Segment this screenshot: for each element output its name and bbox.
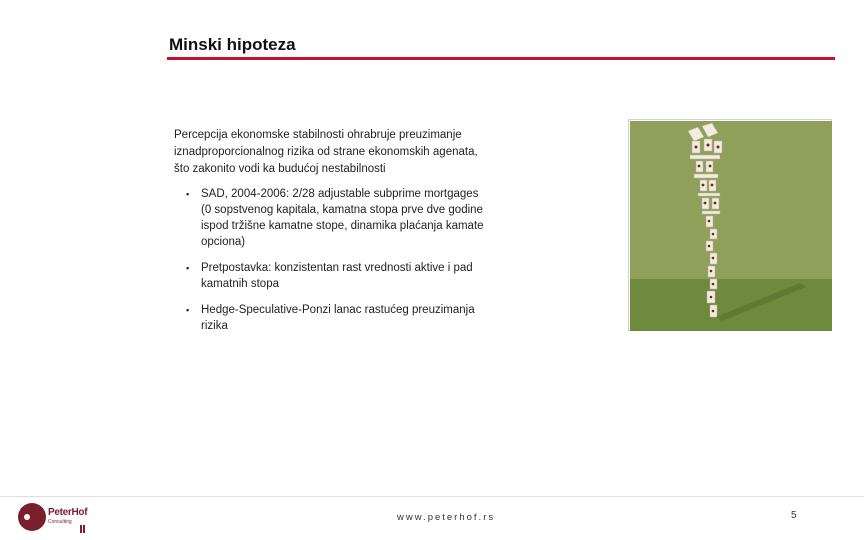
footer-url: www.peterhof.rs	[397, 512, 496, 523]
intro-line: iznadproporcionalnog rizika od strane ekonomskih agenata,	[174, 146, 478, 158]
bullet-text	[201, 260, 501, 292]
page-number: 5	[791, 510, 797, 521]
bullet-item	[174, 260, 504, 292]
bullet-line: SAD, 2004-2006: 2/28 adjustable subprime mortgages	[201, 188, 479, 200]
house-of-cards-image	[628, 119, 832, 331]
bullet-line: Hedge-Speculative-Ponzi lanac rastućeg preuzimanja	[201, 304, 475, 316]
square-bullet-icon: ▪	[186, 189, 190, 199]
intro-line: što zakonito vodi ka budućoj nestabilnosti	[174, 163, 386, 175]
title-divider	[167, 57, 835, 60]
bullet-line: (0 sopstvenog kapitala, kamatna stopa prve dve godine	[201, 204, 483, 216]
logo-name: PeterHof	[48, 507, 88, 518]
bullet-line: opciona)	[201, 236, 246, 248]
logo-bars-icon	[80, 520, 86, 538]
square-bullet-icon: ▪	[186, 305, 190, 315]
bullet-line: kamatnih stopa	[201, 278, 279, 290]
bullet-line: rizika	[201, 320, 228, 332]
bullet-line: ispod tržišne kamatne stope, dinamika plaćanja kamate	[201, 220, 484, 232]
square-bullet-icon: ▪	[186, 263, 190, 273]
footer-divider	[0, 496, 864, 497]
bullet-line: Pretpostavka: konzistentan rast vrednosti aktive i pad	[201, 262, 473, 274]
intro-line: Percepcija ekonomske stabilnosti ohrabruje preuzimanje	[174, 129, 462, 141]
bullet-item	[174, 302, 504, 334]
slide-title: Minski hipoteza	[169, 35, 296, 54]
house-of-cards-illustration	[630, 121, 832, 331]
bullet-item	[174, 186, 504, 250]
intro-paragraph	[174, 127, 504, 178]
bullet-text	[201, 302, 501, 334]
logo-mark-icon	[18, 503, 46, 531]
logo-tagline: Consulting	[48, 519, 72, 525]
slide-body	[174, 127, 504, 344]
bullet-list	[174, 186, 504, 334]
bullet-text	[201, 186, 501, 250]
peterhof-logo	[16, 502, 126, 532]
